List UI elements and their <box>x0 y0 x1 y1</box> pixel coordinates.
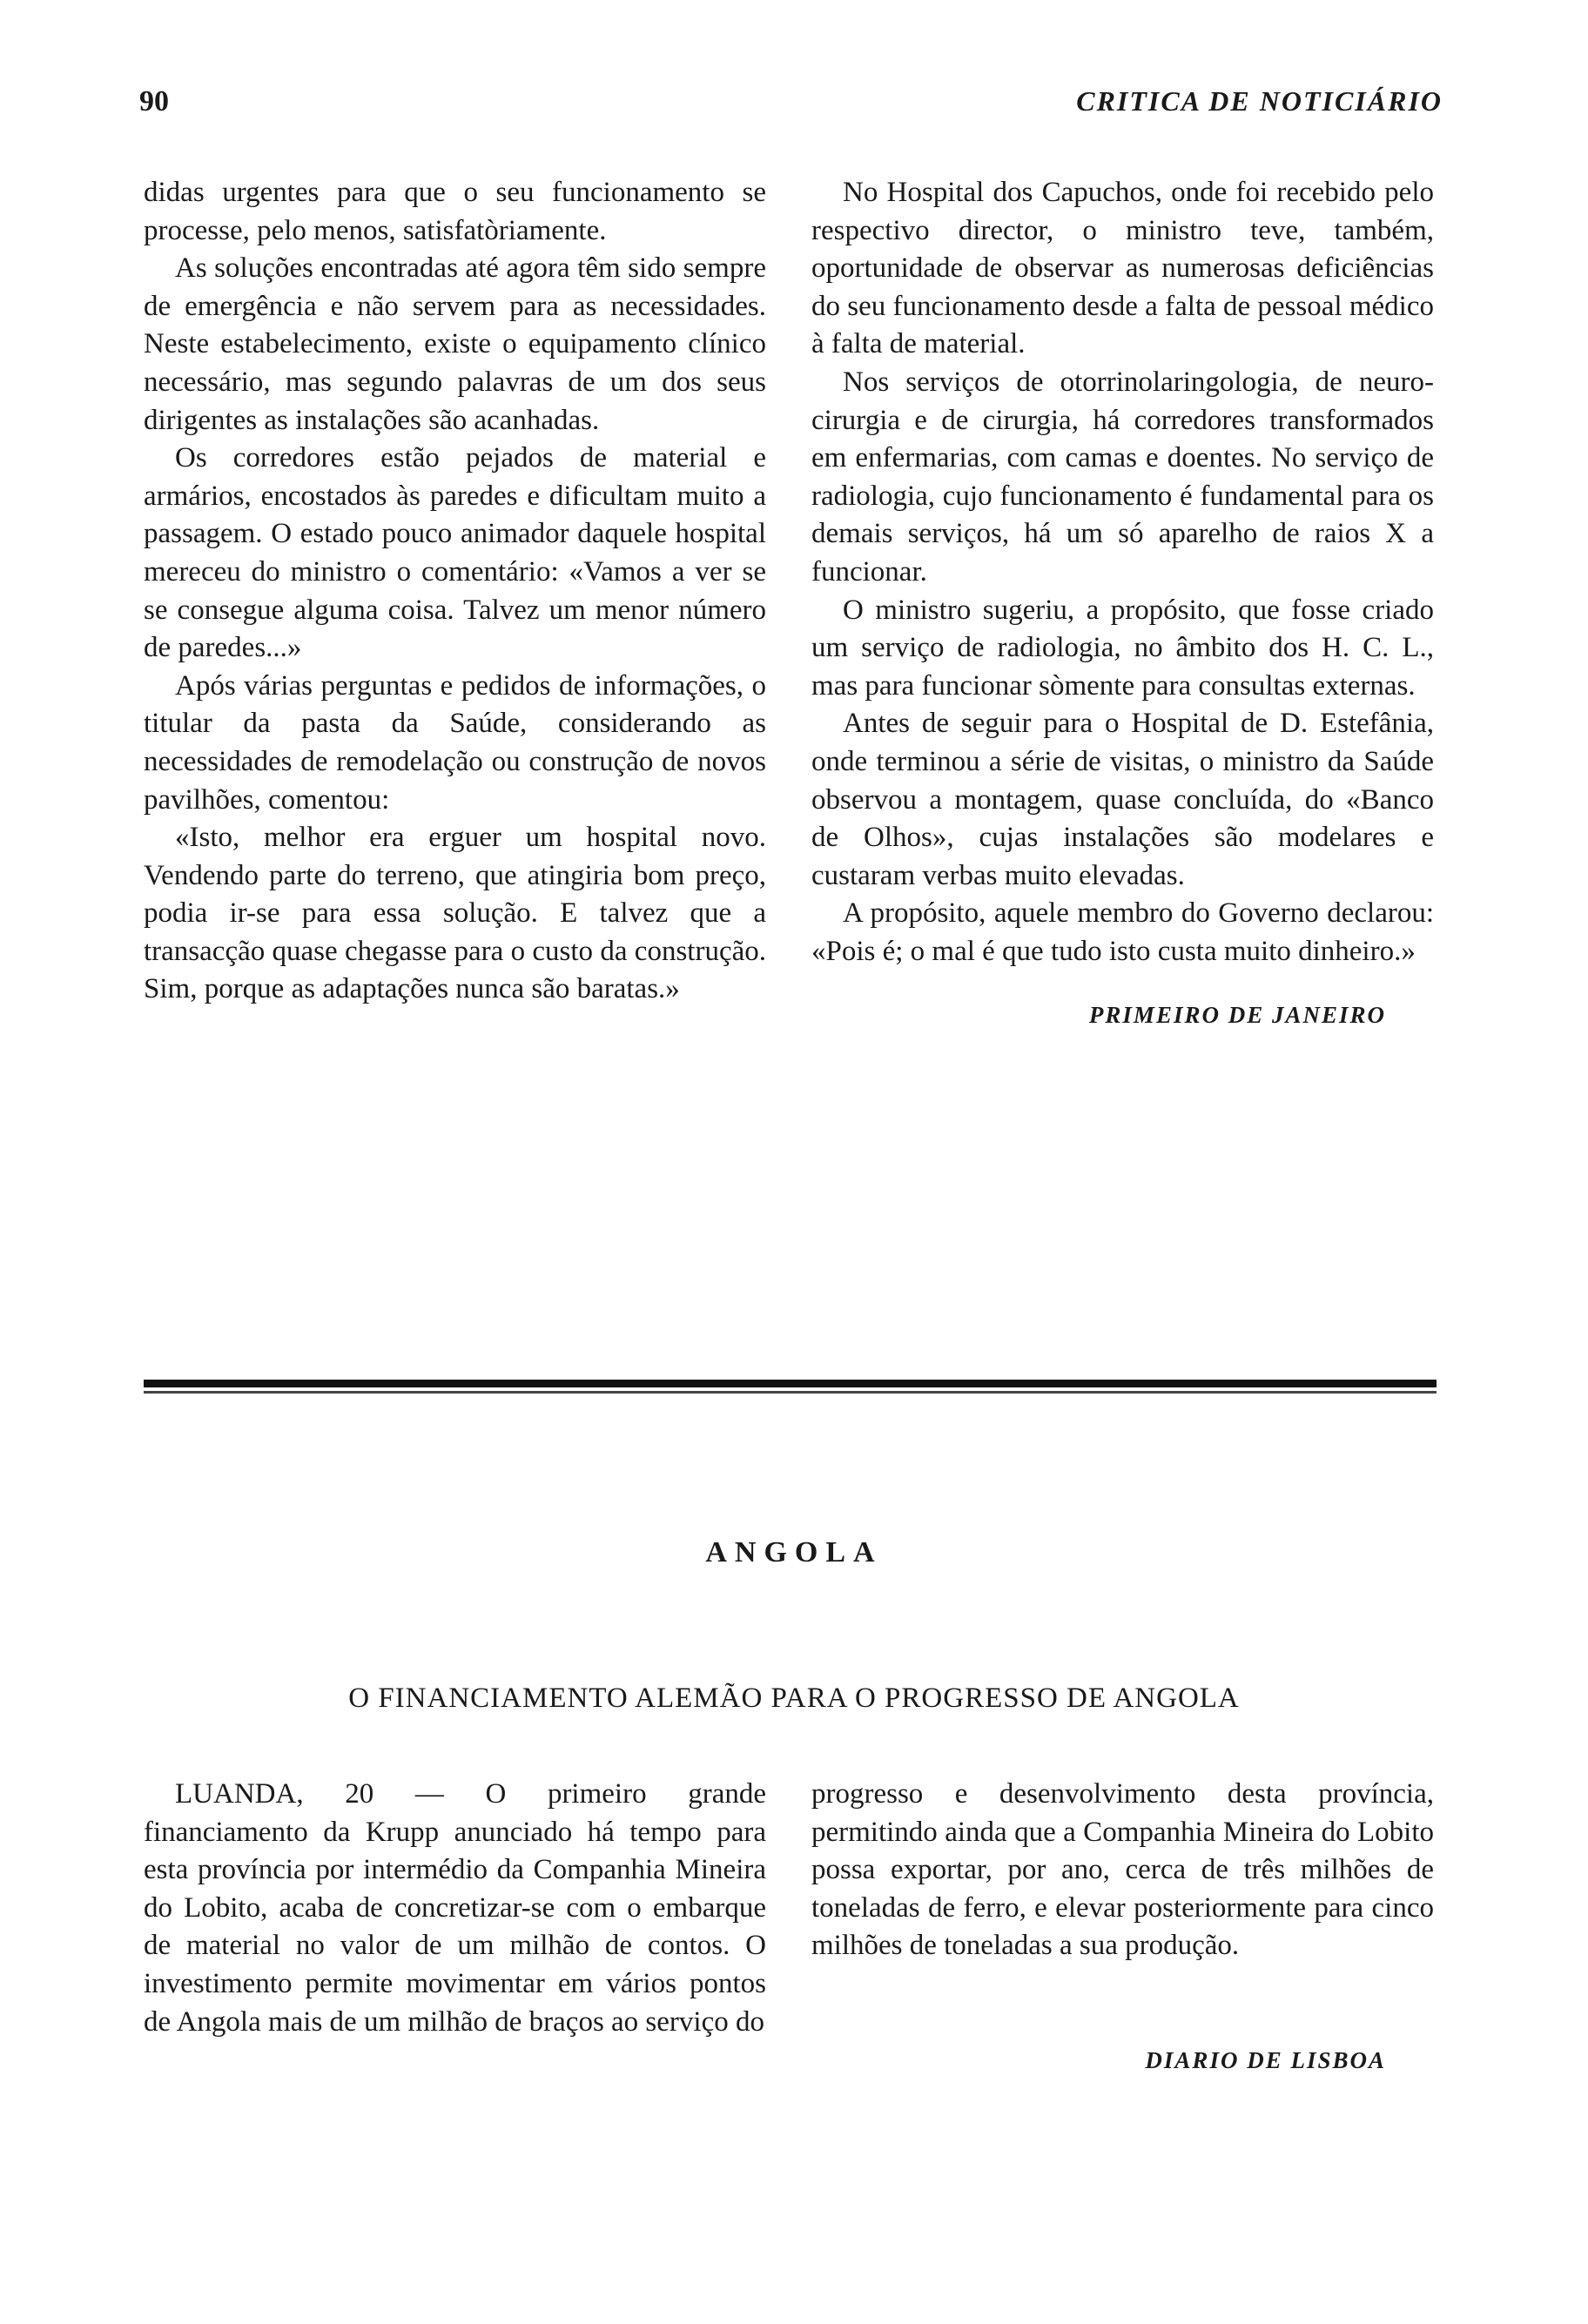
section-title: ANGOLA <box>705 1536 883 1568</box>
paragraph: No Hospital dos Capuchos, onde foi recebido pelo respectivo director, o ministro teve, também, oportunidade de observar as numerosas deficiências do seu funcionamento desde a falta de pessoal médico à falta de material. <box>811 177 1434 360</box>
paragraph: LUANDA, 20 — O primeiro grande financiamento da Krupp anunciado há tempo para esta província por intermédio da Companhia Mineira do Lobito, acaba de concretizar-se com o embarque de material no valor de um milhão de contos. O investimento permite movimentar em vários pontos de Angola mais de um milhão de braços ao serviço do <box>144 1778 766 2038</box>
paragraph: Nos serviços de otorrinolaringologia, de neuro-cirurgia e de cirurgia, há corredores transformados em enfermarias, com camas e doentes. No serviço de radiologia, cujo funcionamento é fundamental para os demais serviços, há um só aparelho de raios X a funcionar. <box>811 366 1434 588</box>
article1-left-column <box>144 174 766 1009</box>
paragraph: Antes de seguir para o Hospital de D. Estefânia, onde terminou a série de visitas, o ministro da Saúde observou a montagem, quase concluída, do «Banco de Olhos», cujas instalações são modelares e custaram verbas muito elevadas. <box>811 708 1434 891</box>
paragraph: Após várias perguntas e pedidos de informações, o titular da pasta da Saúde, considerando as necessidades de remodelação ou construção de novos pavilhões, comentou: <box>144 669 766 816</box>
running-head: CRITICA DE NOTICIÁRIO <box>1076 85 1443 117</box>
section-divider <box>144 1380 1437 1387</box>
paragraph: Os corredores estão pejados de material e armários, encostados às paredes e dificultam muito a passagem. O estado pouco animador daquele hospital mereceu do ministro o comentário: «Vamos a ver se se consegue alguma coisa. Talvez um menor número de paredes...» <box>144 442 766 664</box>
paragraph: A propósito, aquele membro do Governo declarou: «Pois é; o mal é que tudo isto custa muito dinheiro.» <box>811 897 1434 967</box>
page-number: 90 <box>139 85 169 118</box>
article-title: O FINANCIAMENTO ALEMÃO PARA O PROGRESSO DE ANGOLA <box>348 1683 1240 1714</box>
article1-right-column <box>811 174 1434 1035</box>
paragraph: didas urgentes para que o seu funcionamento se processe, pelo menos, satisfatòriamente. <box>144 177 766 246</box>
paragraph: «Isto, melhor era erguer um hospital novo. Vendendo parte do terreno, que atingiria bom preço, podia ir-se para essa solução. E talvez que a transacção quase chegasse para o custo da construção. Sim, porque as adaptações nunca são baratas.» <box>144 822 766 1005</box>
paragraph: progresso e desenvolvimento desta província, permitindo ainda que a Companhia Mineira do Lobito possa exportar, por ano, cerca de três milhões de toneladas de ferro, e elevar posteriormente para cinco milhões de toneladas a sua produção. <box>811 1778 1434 1962</box>
article2-left-column <box>144 1776 766 2041</box>
paragraph: As soluções encontradas até agora têm sido sempre de emergência e não servem para as necessidades. Neste estabelecimento, existe o equipamento clínico necessário, mas segundo palavras de um dos seus dirigentes as instalações são acanhadas. <box>144 252 766 436</box>
source-credit: PRIMEIRO DE JANEIRO <box>1088 1002 1386 1029</box>
paragraph: O ministro sugeriu, a propósito, que fosse criado um serviço de radiologia, no âmbito dos H. C. L., mas para funcionar sòmente para consultas externas. <box>811 594 1434 702</box>
source-credit: DIARIO DE LISBOA <box>1145 2046 1386 2073</box>
article2-right-column <box>811 1776 1434 2080</box>
section-divider-thin <box>144 1391 1437 1394</box>
